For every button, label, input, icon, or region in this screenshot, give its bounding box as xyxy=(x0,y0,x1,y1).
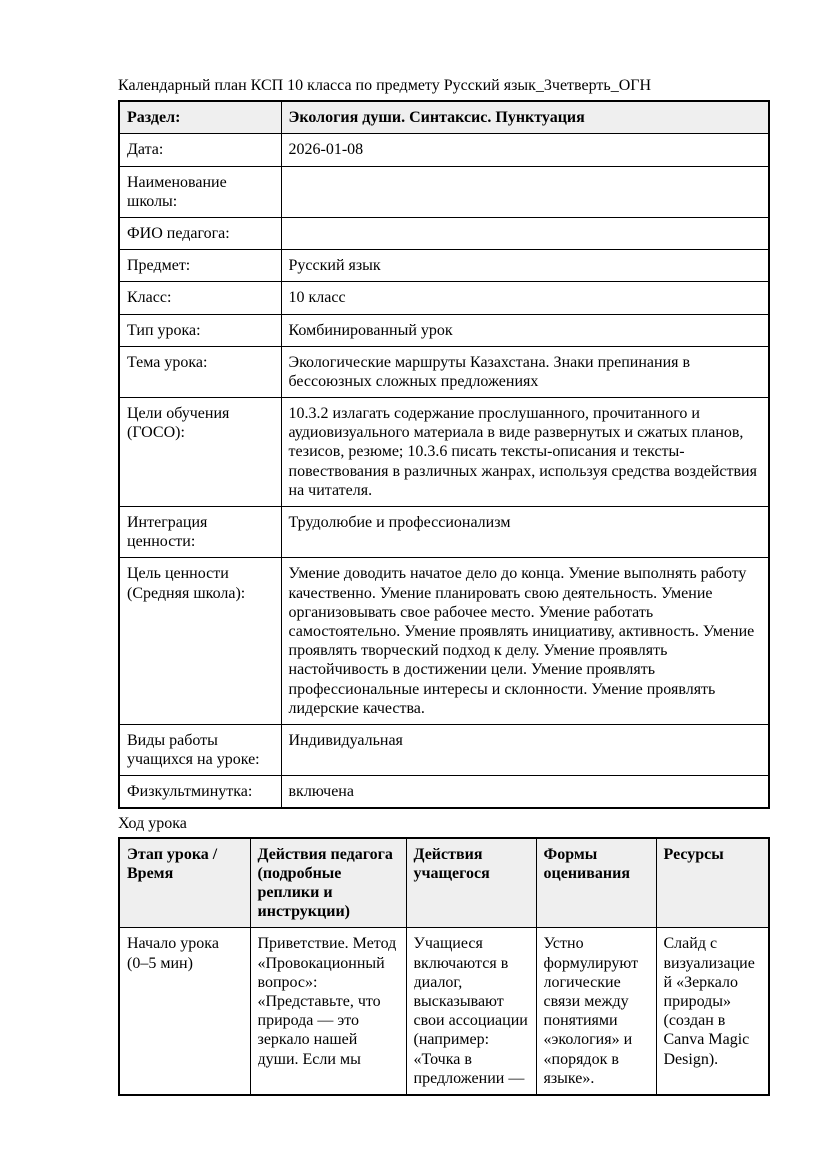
info-label: Цель ценности (Средняя школа): xyxy=(119,558,281,725)
info-value: 2026-01-08 xyxy=(281,134,769,166)
info-value: Экология души. Синтаксис. Пунктуация xyxy=(281,101,769,134)
info-value: Экологические маршруты Казахстана. Знаки препинания в бессоюзных сложных предложениях xyxy=(281,346,769,397)
lesson-info-table xyxy=(118,100,770,809)
info-label: Предмет: xyxy=(119,250,281,282)
cell-assessment-text: Устно формулируют логические связи между понятиями «экология» и «порядок в языке». xyxy=(543,935,639,1087)
info-value xyxy=(281,217,769,249)
info-value: Умение доводить начатое дело до конца. Умение выполнять работу качественно. Умение планировать свою деятельность. Умение организовывать свое рабочее место. Умение работать самостоятельно. Умение проявлять инициативу, активность. Умение проявлять творческий подход к делу. Умение проявлять настойчивость в достижении цели. Умение проявлять профессиональные интересы и склонности. Умение проявлять лидерские качества. xyxy=(281,558,769,725)
info-row-values-goal xyxy=(119,558,769,725)
info-row-topic xyxy=(119,346,769,397)
info-value: Индивидуальная xyxy=(281,724,769,775)
section-heading: Ход урока xyxy=(118,815,187,833)
col-header-stage: Этап урока / Время xyxy=(119,838,250,928)
info-row-class xyxy=(119,282,769,314)
info-label: Наименование школы: xyxy=(119,166,281,217)
cell-student-actions-text: Учащиеся включаются в диалог, высказывают свои ассоциации (например: «Точка в предложении — xyxy=(413,935,528,1087)
lesson-row-start xyxy=(119,928,769,1096)
info-row-goals xyxy=(119,398,769,507)
lesson-table-header-row xyxy=(119,838,769,928)
info-label: Дата: xyxy=(119,134,281,166)
info-value: Комбинированный урок xyxy=(281,314,769,346)
cell-teacher-actions xyxy=(250,928,406,1096)
info-label: Тема урока: xyxy=(119,346,281,397)
info-value: 10.3.2 излагать содержание прослушанного, прочитанного и аудиовизуального материала в виде развернутых и сжатых планов, тезисов, резюме; 10.3.6 писать тексты-описания и тексты-повествования в различных жанрах, используя средства воздействия на читателя. xyxy=(281,398,769,507)
col-header-student-actions: Действия учащегося xyxy=(406,838,536,928)
info-row-lesson-type xyxy=(119,314,769,346)
info-value: Русский язык xyxy=(281,250,769,282)
col-header-teacher-actions: Действия педагога (подробные реплики и инструкции) xyxy=(250,838,406,928)
col-header-assessment: Формы оценивания xyxy=(536,838,656,928)
info-label: Раздел: xyxy=(119,101,281,134)
info-label: Цели обучения (ГОСО): xyxy=(119,398,281,507)
info-row-school xyxy=(119,166,769,217)
cell-resources xyxy=(656,928,769,1096)
info-label: Интеграция ценности: xyxy=(119,507,281,558)
info-row-teacher xyxy=(119,217,769,249)
cell-teacher-actions-text: Приветствие. Метод «Провокационный вопрос»: «Представьте, что природа — это зеркало нашей души. Если мы xyxy=(257,935,397,1068)
info-row-section xyxy=(119,101,769,134)
document-title: Календарный план КСП 10 класса по предмету Русский язык_3четверть_ОГН xyxy=(118,77,652,94)
info-row-phys-minute xyxy=(119,776,769,809)
info-value: Трудолюбие и профессионализм xyxy=(281,507,769,558)
info-label: Класс: xyxy=(119,282,281,314)
cell-assessment xyxy=(536,928,656,1096)
info-label: Тип урока: xyxy=(119,314,281,346)
info-label: Физкультминутка: xyxy=(119,776,281,809)
info-label: ФИО педагога: xyxy=(119,217,281,249)
cell-stage-text: Начало урока (0–5 мин) xyxy=(127,935,219,972)
cell-stage xyxy=(119,928,250,1096)
info-row-values-integration xyxy=(119,507,769,558)
col-header-resources: Ресурсы xyxy=(656,838,769,928)
info-value: 10 класс xyxy=(281,282,769,314)
info-value: включена xyxy=(281,776,769,809)
info-row-subject xyxy=(119,250,769,282)
cell-resources-text: Слайд с визуализацией «Зеркало природы» (создан в Canva Magic Design). xyxy=(663,935,755,1068)
info-row-work-types xyxy=(119,724,769,775)
cell-student-actions xyxy=(406,928,536,1096)
info-label: Виды работы учащихся на уроке: xyxy=(119,724,281,775)
lesson-flow-table xyxy=(118,837,770,1097)
info-value xyxy=(281,166,769,217)
info-row-date xyxy=(119,134,769,166)
